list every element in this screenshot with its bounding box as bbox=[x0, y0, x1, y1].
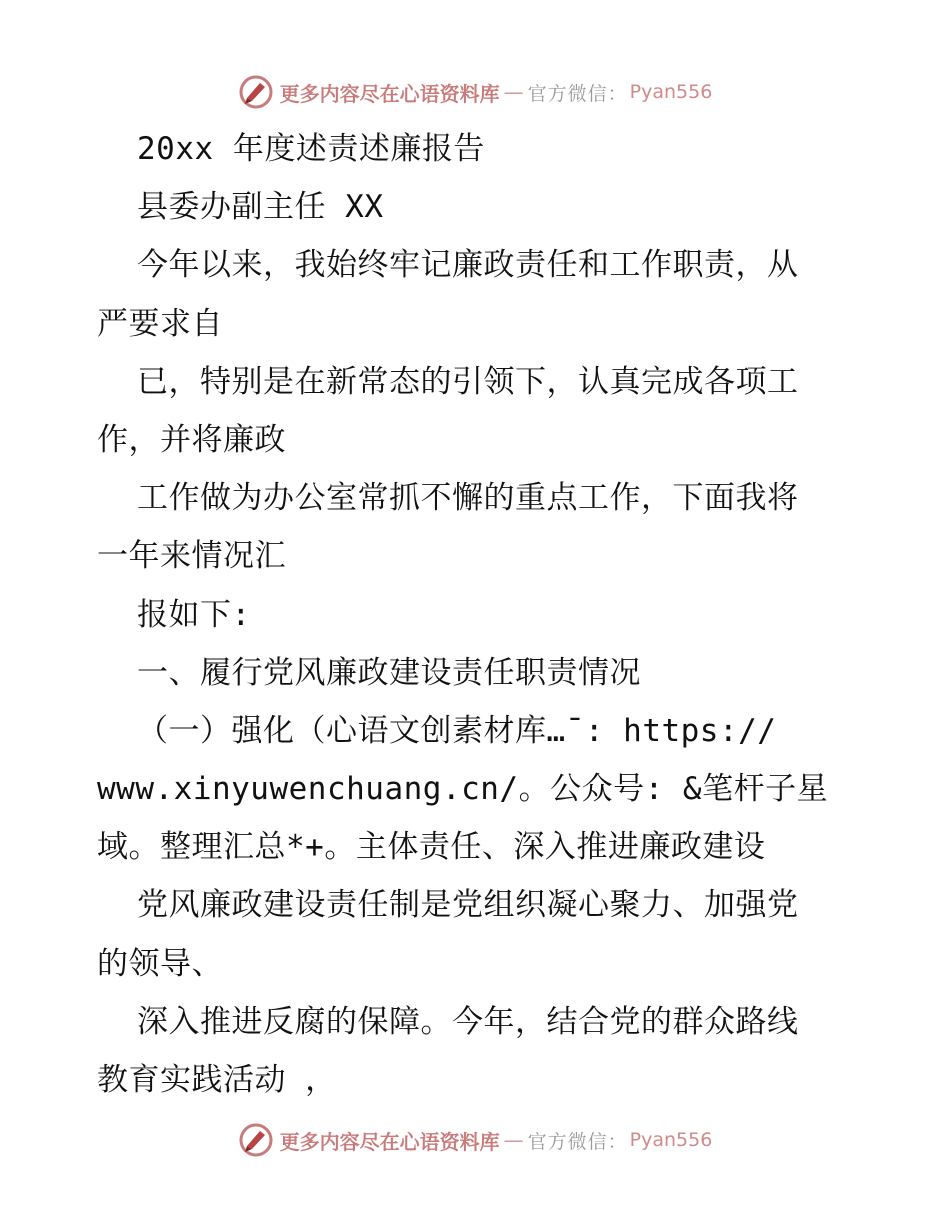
paragraph-line: 今年以来，我始终牢记廉政责任和工作职责，从 bbox=[137, 247, 799, 284]
document-body bbox=[97, 120, 857, 1109]
watermark-sub-text: 官方微信： bbox=[527, 82, 628, 105]
watermark-main-text: 更多内容尽在心语资料库 bbox=[279, 81, 500, 106]
watermark-main-text: 更多内容尽在心语资料库 bbox=[279, 1129, 500, 1154]
paragraph-line: 的领导、 bbox=[97, 945, 223, 982]
paragraph-line: 教育实践活动 ， bbox=[97, 1062, 337, 1098]
paragraph-line: 一年来情况汇 bbox=[97, 538, 286, 575]
paragraph-line: 报如下: bbox=[137, 596, 251, 633]
pen-circle-logo-icon bbox=[238, 1122, 274, 1158]
section-heading: 一、履行党风廉政建设责任职责情况 bbox=[137, 654, 641, 691]
paragraph-line: 作，并将廉政 bbox=[97, 421, 286, 458]
watermark-id-text: Pyan556 bbox=[629, 1129, 713, 1151]
watermark-separator: — bbox=[503, 1128, 524, 1152]
header-watermark bbox=[0, 70, 950, 114]
paragraph-line: 已，特别是在新常态的引领下，认真完成各项工 bbox=[137, 363, 799, 400]
watermark-sub-text: 官方微信： bbox=[527, 1130, 628, 1153]
footer-watermark bbox=[0, 1118, 950, 1162]
subsection-heading: （一）强化（心语文创素材库…¯: https:// bbox=[137, 712, 777, 749]
document-title: 20xx 年度述责述廉报告 bbox=[137, 131, 485, 167]
document-author: 县委办副主任 XX bbox=[137, 189, 384, 226]
paragraph-line: 工作做为办公室常抓不懈的重点工作，下面我将 bbox=[137, 480, 799, 517]
paragraph-line: 域。整理汇总*+。主体责任、深入推进廉政建设 bbox=[97, 829, 766, 866]
paragraph-line: 党风廉政建设责任制是党组织凝心聚力、加强党 bbox=[137, 887, 799, 924]
paragraph-line: 深入推进反腐的保障。今年，结合党的群众路线 bbox=[137, 1003, 799, 1040]
paragraph-line: www.xinyuwenchuang.cn/。公众号: &笔杆子星 bbox=[97, 771, 829, 808]
paragraph-line: 严要求自 bbox=[97, 305, 223, 342]
watermark-separator: — bbox=[503, 80, 524, 104]
pen-circle-logo-icon bbox=[238, 74, 274, 110]
watermark-id-text: Pyan556 bbox=[629, 81, 713, 103]
